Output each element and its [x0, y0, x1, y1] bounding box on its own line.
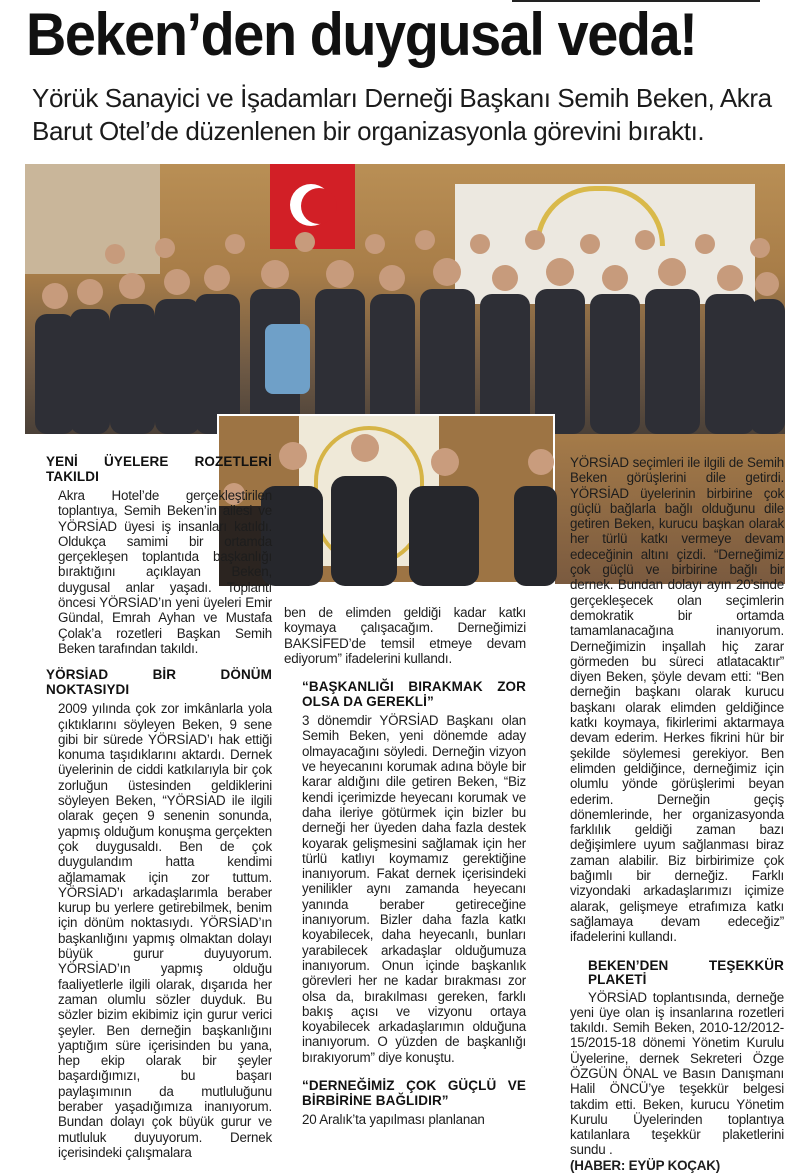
subheadline: Yörük Sanayici ve İşadamları Derneği Başkanı Semih Beken, Akra Barut Otel’de düzenlenen bir organizasyonla görevini bıraktı.	[32, 83, 772, 146]
section-text-strong-association: 20 Aralık’ta yapılması planlanan	[302, 1112, 485, 1128]
section-title-new-members: YENİ ÜYELERE ROZETLERİ TAKILDI	[46, 454, 272, 484]
section-title-turning-point: YÖRSİAD BİR DÖNÜM NOKTASIYDI	[46, 667, 272, 697]
group-photo	[25, 164, 785, 434]
section-title-thank-you-plaque: BEKEN’DEN TEŞEKKÜR PLAKETİ	[588, 957, 784, 987]
section-text-thank-you-plaque: YÖRSİAD toplantısında, derneğe yeni üye olan iş insanlarına rozetleri takıldı. Semih Beken, 2010-12/2012-15/2015-18 dönemi Yönetim Kurulu Üyelerine, dernek Sekreteri Özge ÖZGÜN ÖNAL ve Basın Danışmanı Halil ÖNCÜ’ye teşekkür belgesi takdim etti. Beken, kurucu Yönetim Kurulu Üyelerinden toplantıya katılanlara teşekkür plaketlerini sundu .	[570, 989, 784, 1158]
section-title-leaving-presidency: “BAŞKANLIĞI BIRAKMAK ZOR OLSA DA GEREKLİ”	[302, 679, 526, 709]
column-2	[284, 605, 526, 1127]
section-text-new-members: Akra Hotel’de gerçekleştirilen toplantıya, Semih Beken’in ailesi ve YÖRSİAD üyesi iş insanları katıldı. Oldukça samimi bir ortamda gerçekleşen toplantıda başkanlığı bıraktığını açıklayan Beken, duygusal anlar yaşadı. Toplantı öncesi YÖRSİAD’ın yeni üyeleri Emir Gündal, Emrah Ayhan ve Mustafa Çolak’a rozetleri Başkan Semih Beken tarafından takıldı.	[58, 488, 272, 656]
column-1	[40, 455, 272, 1160]
headline: Beken’den duygusal veda!	[26, 1, 697, 68]
column-3	[570, 455, 784, 1173]
byline: (HABER: EYÜP KOÇAK)	[570, 1157, 720, 1173]
column-2-intro-text: ben de elimden geldiği kadar katkı koymaya çalışacağım. Derneğimizi BAKSİFED’de temsil etmeye devam ediyorum” ifadelerini kullandı.	[284, 605, 526, 666]
section-title-strong-association: “DERNEĞİMİZ ÇOK GÜÇLÜ VE BİRBİRİNE BAĞLIDIR”	[302, 1078, 526, 1108]
column-3-intro-text: YÖRSİAD seçimleri ile ilgili de Semih Beken görüşlerini dile getirdi. YÖRSİAD üyelerinin birbirine çok güçlü bağlarla bağlı olduğunu dile getiren Beken, kurucu başkan olarak her türlü katkı vermeye devam edeceğinin altını çizdi. “Derneğimiz çok güçlü ve birbirine bağlı bir dernek. Bundan dolayı ayın 20’sinde gerçekleşecek olan seçimlerin demokratik bir ortamda tamamlanacağına inanıyorum. Derneğimizin inşallah hiç zarar görmeden bu süreci atlatacaktır” diyen Beken, şöyle devam etti: “Ben derneğin başkanı olarak kurucu başkanı olarak elimden geldiğince katkı koymaya, fikirlerimi aktarmaya devam ederim. Herkes fikrini hür bir şekilde söylemesi gerekiyor. Ben elimden geldiğince, derneğimiz için olumlu yönde görüşlerimi beyan ederim. Derneğin geçiş dönemlerinde, her organizasyonda farklılık geldiği zaman bazı değişimlere uyum sağlanması biraz zaman alabilir. Biz birbirimize çok bağımlı bir derneğiz. Farklı vizyondaki arkadaşlarımızı içimize alarak, gelişmeye etrafımıza katkı sağlamaya devam edeceğiz” ifadelerini kullandı.	[570, 455, 784, 945]
section-text-leaving-presidency: 3 dönemdir YÖRSİAD Başkanı olan Semih Beken, yeni dönemde aday olmayacağını söyledi. Derneğin vizyon ve heyecanını korumak adına böyle bir karar aldığını dile getiren Beken, “Biz kendi içerimizde heyecanı korumak ve daha ileriye götürmek için bizler bu derneği her üyeden daha fazla destek koyarak gelişmesini sağlamak için her türlü katlıyı koymamız gerektiğine inanıyorum. Fakat dernek içerisindeki yenilikler aynı zamanda heyecanı yanında beraber getireceğine inanıyorum. Bizler daha fazla katkı koyabilecek, daha heyecanlı, bunları yarabilecek arkadaşlar olduğumuza inanıyorum. Onun içinde başkanlık görevleri her ne kadar bırakması zor olsa da, bırakılması gereken, farklı bakış açısı ve vizyonu ortaya koyabilecek arkadaşlarımın olduğuna inanıyorum. O yüzden de başkanlığı bırakıyorum” diye konuştu.	[302, 713, 526, 1065]
crowd-silhouettes	[25, 234, 785, 434]
section-text-turning-point: 2009 yılında çok zor imkânlarla yola çıktıklarını söyleyen Beken, 9 sene gibi bir sürede YÖRSİAD’ı hak ettiği konuma taşıdıklarını aktardı. Dernek üyelerinin de ciddi katkılarıyla bir çok zorluğun üstesinden geldiklerini söyleyen Beken, “YÖRSİAD ile ilgili olarak geçen 9 senenin sonunda, yapmış olduğum konuşma gerçekten çok duygusaldı. Ben de çok duygulandım hatta kendimi ağlamamak için zor tuttum. YÖRSİAD’ı arkadaşlarımla beraber kurup bu yerlere getirebilmek, benim için dönüm noktasıydı. YÖRSİAD’ın başkanlığını yapmış olmaktan dolayı büyük gurur duyuyorum. YÖRSİAD’ın yapmış olduğu faaliyetlerle ilgili olarak, dışarıda her zaman olumlu sözler duyduk. Bu sözler bizim ekibimiz için gurur verici şeyler. Ben derneğin başkanlığını yaptığım süre içerisinden bu yana, hep ekip olarak bir şeyler başardığımızı, bu başarı paylaşımının da mutluluğunu beraber yaşadığımıza inanıyorum. Bundan dolayı çok büyük gurur ve mutluluk duyuyorum. Dernek içerisindeki çalışmalara	[58, 701, 272, 1160]
